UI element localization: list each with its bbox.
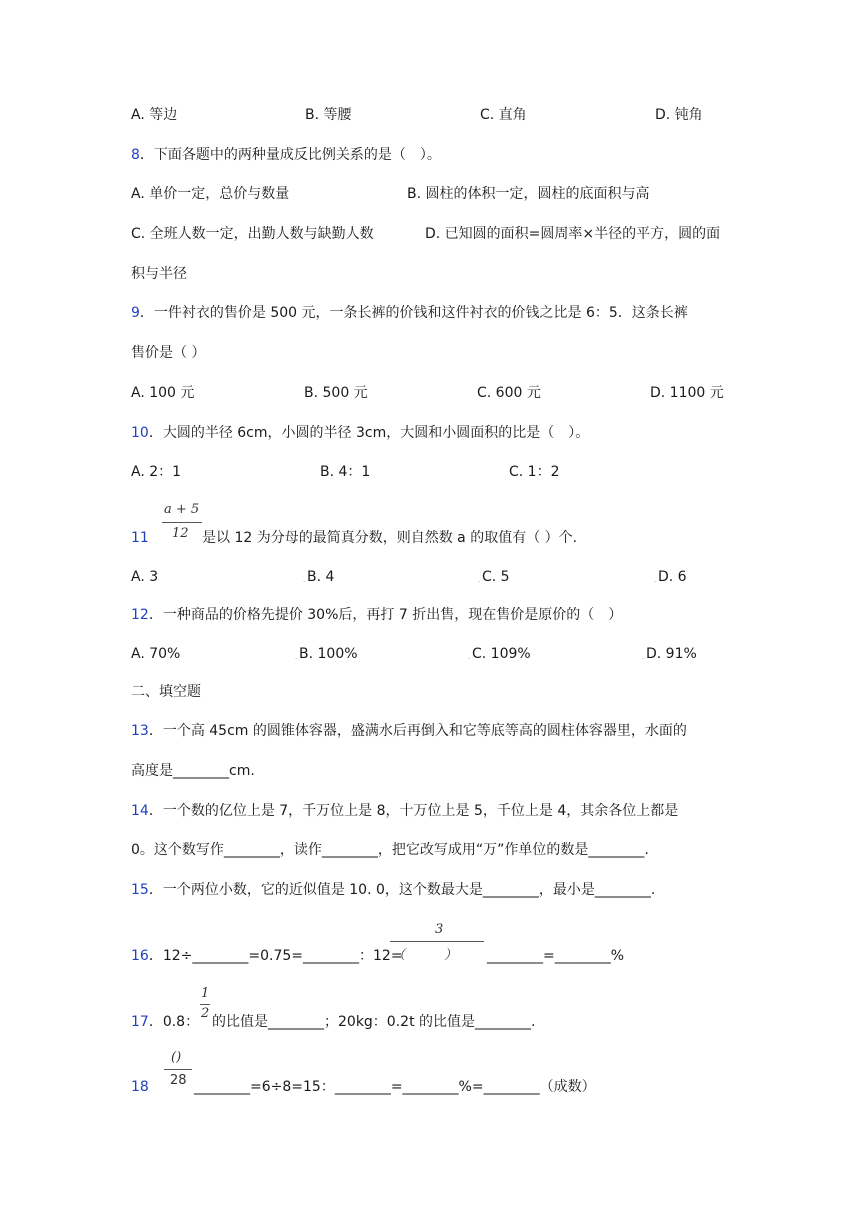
- small-dot: .: [654, 576, 657, 584]
- question-10: [131, 423, 589, 443]
- question-18-text: ________=6÷8=15：________=________%=________（成数）: [194, 1079, 596, 1095]
- q11-fraction-denominator: 12: [172, 526, 189, 541]
- question-number: 14: [131, 803, 149, 819]
- question-text: ．大圆的半径 6cm，小圆的半径 3cm，大圆和小圆面积的比是（ ）。: [148, 425, 590, 441]
- q10-option-a: A. 2：1: [131, 464, 182, 480]
- q11-fraction-bar: [162, 522, 202, 523]
- question-number: 17: [131, 1014, 149, 1030]
- question-number: 16: [131, 948, 149, 964]
- q11-fraction-numerator: a + 5: [164, 502, 200, 517]
- question-18-number: [131, 1077, 149, 1097]
- question-number: 10: [131, 425, 149, 441]
- q16-fraction-bar: [390, 941, 484, 942]
- question-number: 15: [131, 882, 149, 898]
- q17-fraction-bar: [200, 1004, 210, 1005]
- q18-fraction-denominator: 28: [170, 1073, 187, 1088]
- q12-option-d: D. 91%: [646, 646, 697, 662]
- q8-option-a: A. 单价一定，总价与数量: [131, 186, 290, 202]
- question-text: ．一件衬衣的售价是 500 元，一条长裤的价钱和这件衬衣的价钱之比是 6：5．这条长裤: [139, 305, 688, 321]
- question-13-continued: 高度是________cm.: [131, 763, 255, 779]
- q7-option-d: D. 钝角: [655, 107, 703, 123]
- q9-option-b: B. 500 元: [304, 385, 368, 401]
- q9-option-a: A. 100 元: [131, 385, 195, 401]
- question-number: 13: [131, 723, 149, 739]
- q16-fraction-numerator: 3: [435, 922, 444, 937]
- question-number: 11: [131, 530, 149, 546]
- q8-option-d-continued: 积与半径: [131, 266, 187, 282]
- q7-option-a: A. 等边: [131, 107, 178, 123]
- q8-option-b: B. 圆柱的体积一定，圆柱的底面积与高: [407, 186, 650, 202]
- q10-option-b: B. 4：1: [320, 464, 371, 480]
- q8-option-d: D. 已知圆的面积=圆周率×半径的平方，圆的面: [425, 226, 721, 242]
- question-11-text: 是以 12 为分母的最简真分数，则自然数 a 的取值有（ ）个.: [202, 530, 578, 546]
- small-dot: .: [642, 653, 645, 661]
- q17-fraction-denominator: 2: [201, 1006, 210, 1021]
- question-9: [131, 303, 688, 323]
- question-number: 18: [131, 1079, 149, 1095]
- question-text: ．一种商品的价格先提价 30%后，再打 7 折出售，现在售价是原价的（ ）: [148, 607, 623, 623]
- q11-option-a: A. 3: [131, 569, 159, 585]
- q11-option-b: B. 4: [307, 569, 335, 585]
- small-dot: .: [468, 653, 471, 661]
- question-16: [131, 946, 403, 966]
- question-text: ．一个高 45cm 的圆锥体容器，盛满水后再倒入和它等底等高的圆柱体容器里，水面的: [148, 723, 687, 739]
- small-dot: .: [303, 576, 306, 584]
- q9-option-c: C. 600 元: [477, 385, 541, 401]
- small-dot: .: [478, 576, 481, 584]
- q12-option-c: C. 109%: [472, 646, 531, 662]
- question-16-text-after-fraction: ________=________%: [487, 948, 625, 964]
- question-text: ．12÷________=0.75=________：12=: [148, 948, 403, 964]
- q11-option-c: C. 5: [482, 569, 510, 585]
- small-dot: .: [295, 653, 298, 661]
- question-12: [131, 605, 622, 625]
- q12-option-a: A. 70%: [131, 646, 181, 662]
- question-8: [131, 145, 441, 165]
- question-text: ．一个数的亿位上是 7，千万位上是 8，十万位上是 5，千位上是 4，其余各位上都是: [148, 803, 679, 819]
- q16-fraction-denominator: （ ）: [392, 948, 458, 963]
- question-number: 12: [131, 607, 149, 623]
- question-number: 9: [131, 305, 140, 321]
- question-11-number: [131, 528, 149, 548]
- question-17: [131, 1012, 199, 1032]
- q10-option-c: C. 1：2: [509, 464, 560, 480]
- q7-option-c: C. 直角: [480, 107, 527, 123]
- q18-fraction-bar: [164, 1069, 192, 1070]
- question-14: [131, 801, 678, 821]
- question-13: [131, 721, 687, 741]
- q7-option-b: B. 等腰: [305, 107, 352, 123]
- q9-option-d: D. 1100 元: [650, 385, 724, 401]
- q17-fraction-numerator: 1: [201, 986, 210, 1001]
- q12-option-b: B. 100%: [299, 646, 358, 662]
- question-text: ．0.8：: [148, 1014, 200, 1030]
- q8-option-c: C. 全班人数一定，出勤人数与缺勤人数: [131, 226, 374, 242]
- question-15: [131, 880, 655, 900]
- section-title: 二、填空题: [131, 684, 201, 700]
- question-text: ．下面各题中的两种量成反比例关系的是（ ）。: [139, 147, 441, 163]
- question-9-continued: 售价是（ ）: [131, 345, 206, 361]
- question-text: ．一个两位小数，它的近似值是 10. 0，这个数最大是________，最小是________.: [148, 882, 656, 898]
- question-number: 8: [131, 147, 140, 163]
- question-14-continued: 0。这个数写作________，读作________，把它改写成用“万”作单位的数是________.: [131, 842, 649, 858]
- q18-fraction-numerator: (): [171, 1050, 182, 1065]
- q11-option-d: D. 6: [658, 569, 687, 585]
- question-17-text-after-fraction: 的比值是________；20kg：0.2t 的比值是________.: [212, 1014, 536, 1030]
